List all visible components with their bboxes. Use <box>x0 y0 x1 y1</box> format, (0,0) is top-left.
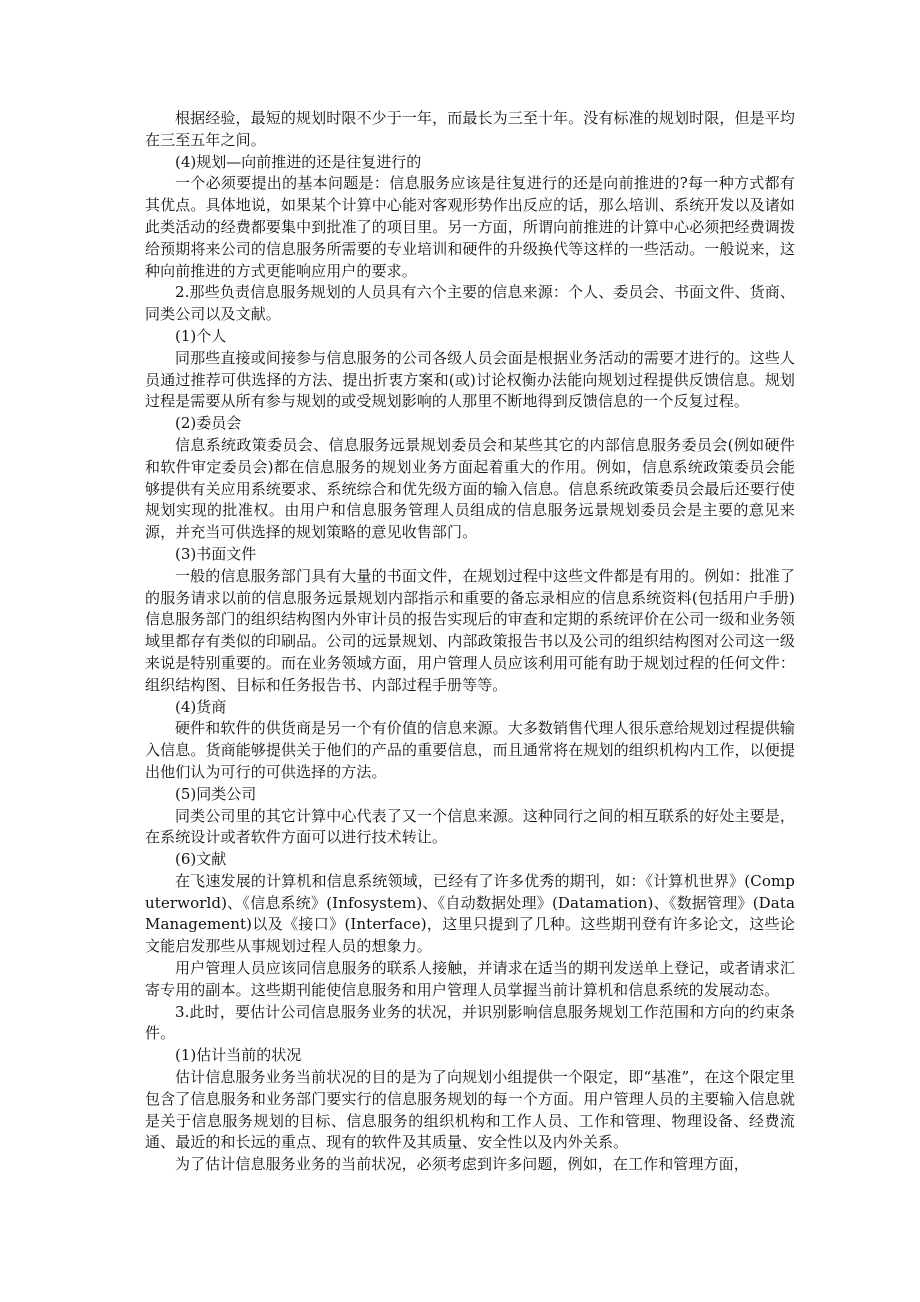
section-heading: (6)文献 <box>175 850 227 869</box>
body-paragraph: 信息系统政策委员会、信息服务远景规划委员会和某些其它的内部信息服务委员会(例如硬件和软件审定委员会)都在信息服务的规划业务方面起着重大的作用。例如，信息系统政策委员会能够提供有关应用系统要求、系统综合和优先级方面的输入信息。信息系统政策委员会最后还要行使规划实现的批准权。由用户和信息服务管理人员组成的信息服务远景规划委员会是主要的意见来源，并充当可供选择的规划策略的意见收售部门。 <box>145 435 795 542</box>
section-heading: (5)同类公司 <box>175 784 257 803</box>
body-paragraph: 为了估计信息服务业务的当前状况，必须考虑到许多问题，例如，在工作和管理方面， <box>175 1155 749 1174</box>
body-paragraph: 估计信息服务业务当前状况的目的是为了向规划小组提供一个限定，即“基准”，在这个限定里包含了信息服务和业务部门要实行的信息服务规划的每一个方面。用户管理人员的主要输入信息就是关于信息服务规划的目标、信息服务的组织机构和工作人员、工作和管理、物理设备、经费流通、最近的和长远的重点、现有的软件及其质量、安全性以及内外关系。 <box>145 1068 795 1152</box>
body-paragraph: 同那些直接或间接参与信息服务的公司各级人员会面是根据业务活动的需要才进行的。这些人员通过推荐可供选择的方法、提出折衷方案和(或)讨论权衡办法能向规划过程提供反馈信息。规划过程是需要从所有参与规划的或受规划影响的人那里不断地得到反馈信息的一个反复过程。 <box>145 348 795 411</box>
section-heading: (4)货商 <box>175 697 227 716</box>
body-paragraph: 根据经验，最短的规划时限不少于一年，而最长为三至十年。没有标准的规划时限，但是平均在三至五年之间。 <box>145 109 795 149</box>
body-paragraph: 硬件和软件的供货商是另一个有价值的信息来源。大多数销售代理人很乐意给规划过程提供输入信息。货商能够提供关于他们的产品的重要信息，而且通常将在规划的组织机构内工作，以便提出他们认为可行的可供选择的方法。 <box>145 719 795 781</box>
document-page <box>145 108 795 1176</box>
section-heading: (3)书面文件 <box>175 544 257 563</box>
body-paragraph: 3.此时，要估计公司信息服务业务的状况，并识别影响信息服务规划工作范围和方向的约束条件。 <box>145 1002 795 1043</box>
section-heading: (4)规划—向前推进的还是往复进行的 <box>175 152 422 171</box>
body-paragraph: 一个必须要提出的基本问题是：信息服务应该是往复进行的还是向前推进的?每一种方式都有其优点。具体地说，如果某个计算中心能对客观形势作出反应的话，那么培训、系统开发以及诸如此类活动的经费都要集中到批准了的项目里。另一方面，所谓向前推进的计算中心必须把经费调拨给预期将来公司的信息服务所需要的专业培训和硬件的升级换代等这样的一些活动。一般说来，这种向前推进的方式更能响应用户的要求。 <box>145 174 795 280</box>
section-heading: (1)个人 <box>175 326 227 345</box>
body-paragraph: 同类公司里的其它计算中心代表了又一个信息来源。这种同行之间的相互联系的好处主要是，在系统设计或者软件方面可以进行技术转让。 <box>145 806 795 847</box>
body-paragraph: 一般的信息服务部门具有大量的书面文件，在规划过程中这些文件都是有用的。例如：批准了的服务请求以前的信息服务远景规划内部指示和重要的备忘录相应的信息系统资料(包括用户手册)信息服务部门的组织结构图内外审计员的报告实现后的审查和定期的系统评价在公司一级和业务领域里都存有类似的印刷品。公司的远景规划、内部政策报告书以及公司的组织结构图对公司这一级来说是特别重要的。而在业务领域方面，用户管理人员应该利用可能有助于规划过程的任何文件：组织结构图、目标和任务报告书、内部过程手册等等。 <box>145 566 795 694</box>
section-heading: (1)估计当前的状况 <box>175 1046 302 1065</box>
body-paragraph: 在飞速发展的计算机和信息系统领域，已经有了许多优秀的期刊，如：《计算机世界》(Computerworld)、《信息系统》(Infosystem)、《自动数据处理》(Datamation)、《数据管理》(Data Management)以及《接口》(Interface)，这里只提到了几种。这些期刊登有许多论文，这些论文能启发那些从事规划过程人员的想象力。 <box>145 871 795 956</box>
body-paragraph: 用户管理人员应该同信息服务的联系人接触，并请求在适当的期刊发送单上登记，或者请求汇寄专用的副本。这些期刊能使信息服务和用户管理人员掌握当前计算机和信息系统的发展动态。 <box>145 959 795 999</box>
section-heading: (2)委员会 <box>175 414 242 433</box>
body-paragraph: 2.那些负责信息服务规划的人员具有六个主要的信息来源：个人、委员会、书面文件、货商、同类公司以及文献。 <box>145 283 795 324</box>
